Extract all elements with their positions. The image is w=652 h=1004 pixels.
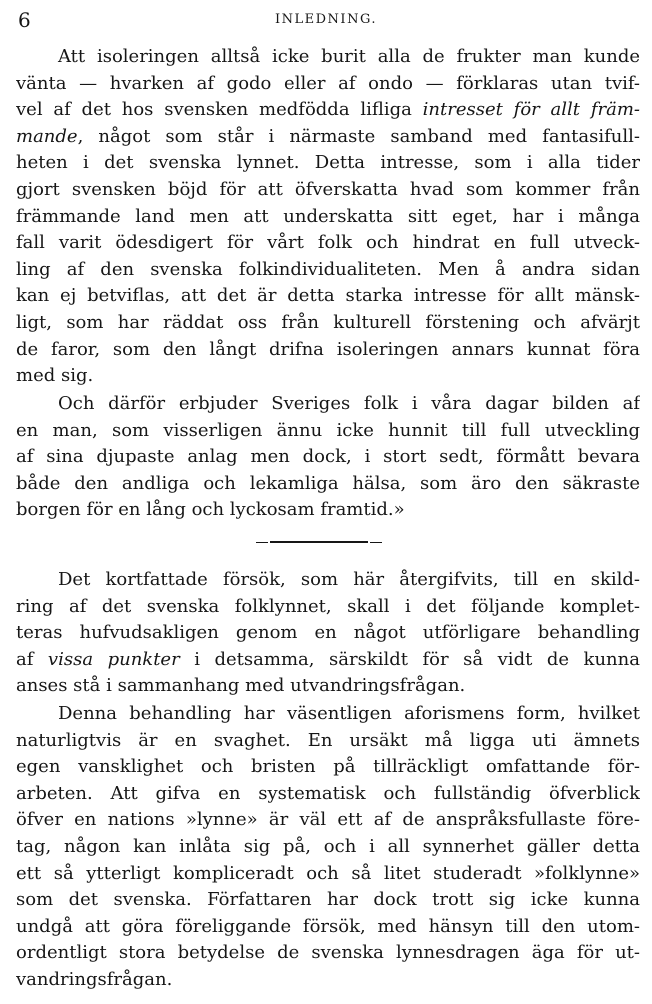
- paragraph-2: [16, 391, 640, 524]
- paragraph-4: [16, 701, 640, 994]
- text-line: [16, 124, 640, 151]
- text-segment: af: [16, 648, 48, 670]
- italic-text: mande: [16, 125, 78, 147]
- italic-text: intresset för allt främ-: [422, 99, 640, 121]
- text-line: ett så ytterligt kompliceradt och så litet studeradt »folklynne»: [16, 862, 640, 884]
- text-line: egen vansklighet och bristen på tillräckligt omfattande för-: [16, 756, 640, 778]
- text-line: heten i det svenska lynnet. Detta intresse, som i alla tider: [16, 152, 640, 174]
- text-line: undgå att göra föreliggande försök, med hänsyn till den utom-: [16, 915, 640, 937]
- text-line: vandringsfrågan.: [16, 968, 173, 990]
- text-line: kan ej betviflas, att det är detta starka intresse för allt mänsk-: [16, 285, 640, 307]
- text-line: Att isoleringen alltså icke burit alla de frukter man kunde: [58, 46, 640, 67]
- text-line: ring af det svenska folklynnet, skall i det följande komplet-: [16, 595, 640, 617]
- text-line: gjort svensken böjd för att öfverskatta hvad som kommer från: [16, 178, 640, 200]
- text-segment: i detsamma, särskildt för så vidt de kunna: [179, 648, 640, 670]
- text-line: naturligtvis är en svaghet. En ursäkt må ligga uti ämnets: [16, 729, 640, 751]
- text-line: vänta — hvarken af godo eller af ondo — förklaras utan tvif-: [16, 72, 640, 94]
- text-line: teras hufvudsakligen genom en något utförligare behandling: [16, 622, 640, 644]
- text-line: som det svenska. Författaren har dock trott sig icke kunna: [16, 889, 640, 911]
- text-line: Och därför erbjuder Sveriges folk i våra dagar bilden af: [58, 393, 640, 414]
- section-divider: [270, 541, 368, 543]
- text-line: Denna behandling har väsentligen aforismens form, hvilket: [58, 703, 640, 724]
- italic-text: vissa punkter: [47, 648, 180, 670]
- text-line: borgen för en lång och lyckosam framtid.»: [16, 499, 405, 521]
- text-line: en man, som visserligen ännu icke hunnit till full utveckling: [16, 419, 640, 441]
- text-line: ordentligt stora betydelse de svenska lynnesdragen äga för ut-: [16, 942, 640, 964]
- text-line: ling af den svenska folkindividualiteten. Men å andra sidan: [16, 258, 640, 280]
- text-line: [16, 647, 640, 674]
- paragraph-3: [16, 567, 640, 700]
- text-line: arbeten. Att gifva en systematisk och fullständig öfverblick: [16, 782, 640, 804]
- text-line: Det kortfattade försök, som här återgifvits, till en skild-: [58, 569, 640, 590]
- text-line: de faror, som den långt drifna isoleringen annars kunnat föra: [16, 338, 640, 360]
- text-line: [16, 97, 640, 124]
- text-line: anses stå i sammanhang med utvandringsfrågan.: [16, 675, 466, 697]
- text-line: främmande land men att underskatta sitt eget, har i många: [16, 205, 640, 227]
- text-line: af sina djupaste anlag men dock, i stort sedt, förmått bevara: [16, 446, 640, 468]
- text-segment: vel af det hos svensken medfödda lifliga: [16, 99, 423, 121]
- text-segment: , något som står i närmaste samband med fantasifull-: [77, 125, 640, 147]
- text-line: med sig.: [16, 365, 94, 387]
- text-line: ligt, som har räddat oss från kulturell förstening och afvärjt: [16, 311, 640, 333]
- text-line: tag, någon kan inlåta sig på, och i all synnerhet gäller detta: [16, 835, 640, 857]
- text-line: öfver en nations »lynne» är väl ett af de anspråksfullaste före-: [16, 809, 640, 831]
- running-title: INLEDNING.: [275, 12, 377, 27]
- page-number: 6: [18, 8, 31, 32]
- text-line: fall varit ödesdigert för vårt folk och hindrat en full utveck-: [16, 232, 640, 254]
- paragraph-1: [16, 44, 640, 390]
- text-line: både den andliga och lekamliga hälsa, som äro den säkraste: [16, 472, 640, 494]
